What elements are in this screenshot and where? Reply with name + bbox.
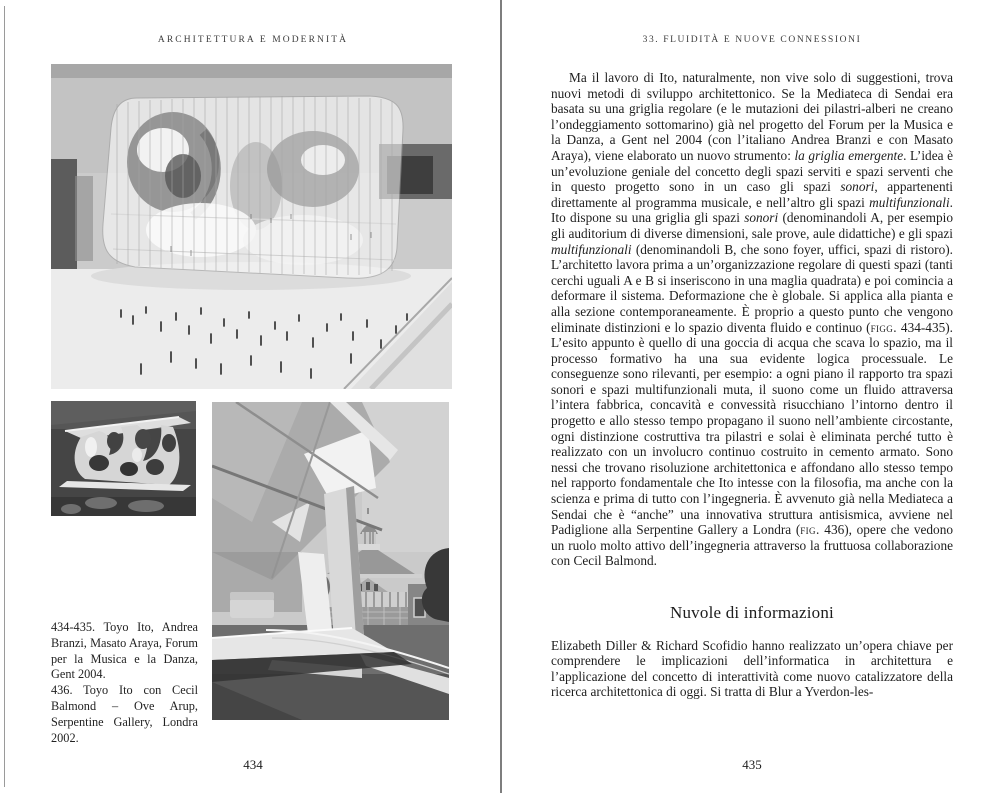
- intro-paragraphs: [551, 70, 953, 569]
- body-paragraph: Elizabeth Diller & Richard Scofidio hanno realizzato un’opera chiave per comprendere le implicazioni dell’informatica in architettura e l’applicazione del concetto di interattività come nuovo catalizzatore della ricerca architettonica di oggi. Si tratta di Blur a Yverdon-les-: [551, 637, 953, 700]
- left-page-number: 434: [243, 757, 263, 772]
- body-text-column: [551, 70, 953, 700]
- caption-paragraph: 434-435. Toyo Ito, Andrea Branzi, Masato Araya, Forum per la Musica e la Danza, Gent 2004.: [51, 620, 198, 682]
- emergent-grid-model-image: [51, 401, 196, 516]
- forum-model-image: [51, 64, 452, 389]
- figure-caption-block: [51, 620, 198, 746]
- serpentine-pavilion-image: [212, 402, 449, 720]
- figure-435-model-detail-photo: [51, 401, 196, 516]
- figure-434-model-photo: [51, 64, 452, 389]
- page-edge-line: [4, 6, 5, 787]
- outro-paragraphs: [551, 638, 953, 700]
- right-page-number: 435: [742, 757, 762, 772]
- page-gutter-line: [500, 0, 502, 793]
- right-running-header: 33. FLUIDITÀ E NUOVE CONNESSIONI: [642, 35, 862, 45]
- figure-436-serpentine-photo: [212, 402, 449, 720]
- caption-paragraph: 436. Toyo Ito con Cecil Balmond – Ove Arup, Serpentine Gallery, Londra 2002.: [51, 683, 198, 745]
- left-running-header: ARCHITETTURA E MODERNITÀ: [157, 35, 349, 45]
- body-paragraph: Ma il lavoro di Ito, naturalmente, non vive solo di suggestioni, trova nuovi metodi di sviluppo architettonico. Se la Mediateca di Sendai era basata su una griglia regolare (e le mutazioni dei pilastri-alberi ne creano l’ondeggiamento sottomarino) già nel progetto del Forum per la Musica e la Danza, a Gent nel 2004 (con l’italiano Andrea Branzi e con Masato Araya), viene elaborato un nuovo strumento: la griglia emergente. L’idea è un’evoluzione geniale del concetto degli spazi serviti e spazi serventi che in questo progetto sono in un caso gli spazi sonori, appartenenti direttamente al programma musicale, e nell’altro gli spazi multifunzionali. Ito dispone su una griglia gli spazi sonori (denominandoli A, per esempio gli auditorium di diverse dimensioni, sale prove, aule didattiche) e gli spazi multifunzionali (denominandoli B, che sono foyer, uffici, spazi di ristoro). L’architetto lavora prima a un’organizzazione regolare di questi spazi (tanti cerchi uguali A e B si inseriscono in una maglia quadrata) e poi comincia a deformare il sistema. Deformazione che è globale. Si applica alla pianta e alla sezione contemporaneamente. È proprio a questo punto che vengono eliminate distinzioni e lo spazio diventa fluido e continuo (figg. 434-435). L’esito appunto è quello di una goccia di acqua che scava lo spazio, ma il processo formativo ha una sua evidente logica processuale. Le conseguenze sono rilevanti, per esempio: a ogni piano il rapporto tra spazi sonori e spazi multifunzionali muta, il suono come un fluido attraversa l’intera fabbrica, concavità e convessità risucchiano l’intorno dentro il progetto e allo stesso tempo propagano il suono nell’ambiente circostante, ogni distinzione costruttiva tra pilastri e solai è eliminata perché tutto è realizzato con un involucro continuo costruito in cemento armato. Sono nessi che trovano risoluzione architettonica e affondano allo stesso tempo nel rapporto fondamentale che Ito intesse con la filosofia, ma anche con la scienza e prima di tutto con l’ingegneria. È avvenuto già nella Mediateca a Sendai che è “anche” una innovativa struttura antisismica, avviene nel Padiglione alla Serpentine Gallery a Londra (fig. 436), opere che vedono un ruolo molto attivo dell’ingegneria attraverso la fruttuosa collaborazione con Cecil Balmond.: [551, 70, 954, 569]
- section-heading: Nuvole di informazioni: [670, 603, 834, 622]
